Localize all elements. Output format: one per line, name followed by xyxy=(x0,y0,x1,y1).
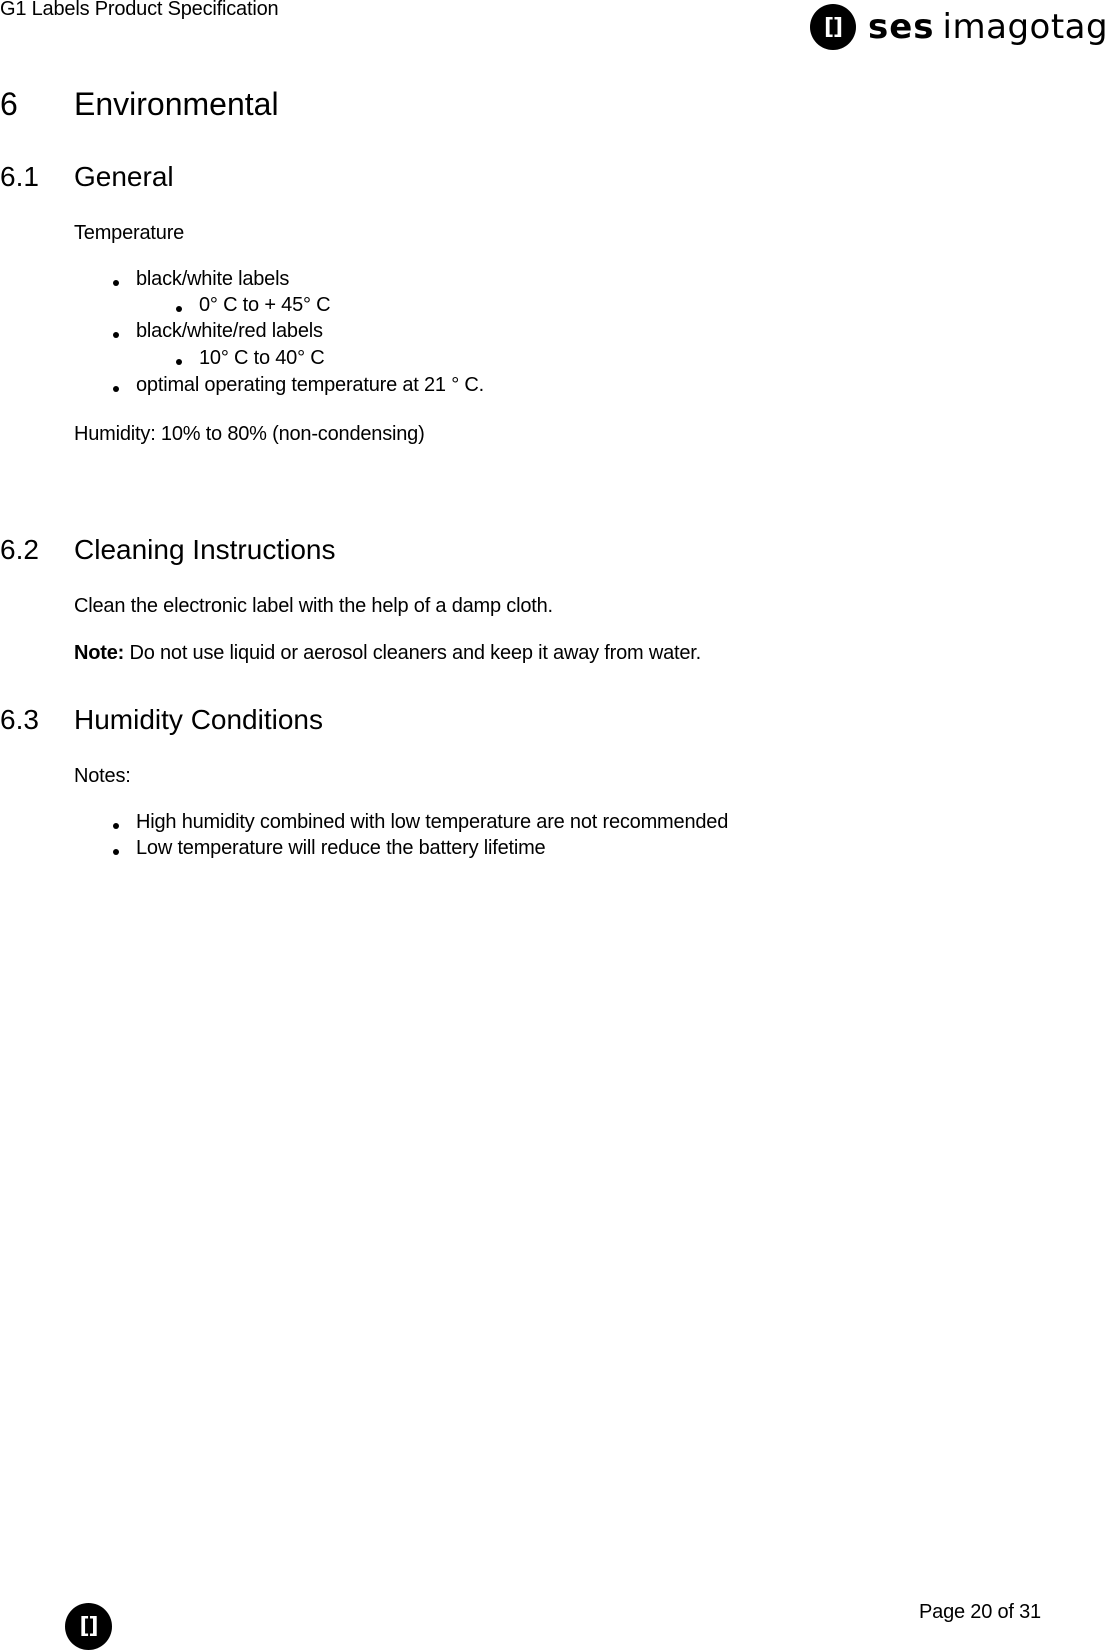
note-label: Note: xyxy=(74,642,125,664)
page-number: Page 20 of 31 xyxy=(919,1601,1041,1623)
section-heading-6 xyxy=(0,86,400,126)
section-title: General xyxy=(74,161,174,192)
section-heading-6-1 xyxy=(0,161,400,197)
section-number: 6.2 xyxy=(0,534,39,565)
list-item: High humidity combined with low temperature are not recommended xyxy=(136,811,729,833)
section-heading-6-2 xyxy=(0,534,500,570)
section-title: Humidity Conditions xyxy=(74,704,323,735)
company-logo xyxy=(810,2,1108,52)
list-item: optimal operating temperature at 21 ° C. xyxy=(136,374,484,396)
list-item: black/white/red labels xyxy=(136,320,323,342)
temperature-list xyxy=(0,268,900,408)
footer-logo-mark-icon: [] xyxy=(65,1603,112,1650)
temperature-label: Temperature xyxy=(74,222,185,244)
bullet-icon xyxy=(113,849,119,855)
humidity-range-text: Humidity: 10% to 80% (non-condensing) xyxy=(74,423,425,445)
bullet-icon xyxy=(176,306,182,312)
list-subitem: 10° C to 40° C xyxy=(199,347,325,369)
bullet-icon xyxy=(113,332,119,338)
section-number: 6.1 xyxy=(0,161,39,192)
section-number: 6.3 xyxy=(0,704,39,735)
list-item: Low temperature will reduce the battery lifetime xyxy=(136,837,546,859)
cleaning-text: Clean the electronic label with the help of a damp cloth. xyxy=(74,595,553,617)
section-heading-6-3 xyxy=(0,704,500,740)
logo-brand-light: imagotag xyxy=(942,7,1108,47)
notes-label: Notes: xyxy=(74,765,131,787)
cleaning-note xyxy=(74,642,701,665)
bullet-icon xyxy=(113,280,119,286)
logo-brand-bold: ses xyxy=(868,7,935,47)
list-subitem: 0° C to + 45° C xyxy=(199,294,331,316)
logo-mark-icon: [] xyxy=(810,4,856,50)
section-title: Environmental xyxy=(74,86,279,122)
bullet-icon xyxy=(176,359,182,365)
bullet-icon xyxy=(113,386,119,392)
bullet-icon xyxy=(113,823,119,829)
note-text: Do not use liquid or aerosol cleaners and keep it away from water. xyxy=(124,642,702,664)
list-item: black/white labels xyxy=(136,268,290,290)
section-title: Cleaning Instructions xyxy=(74,534,336,565)
humidity-notes-list xyxy=(0,811,900,871)
document-header-title: G1 Labels Product Specification xyxy=(0,0,279,20)
section-number: 6 xyxy=(0,86,18,122)
